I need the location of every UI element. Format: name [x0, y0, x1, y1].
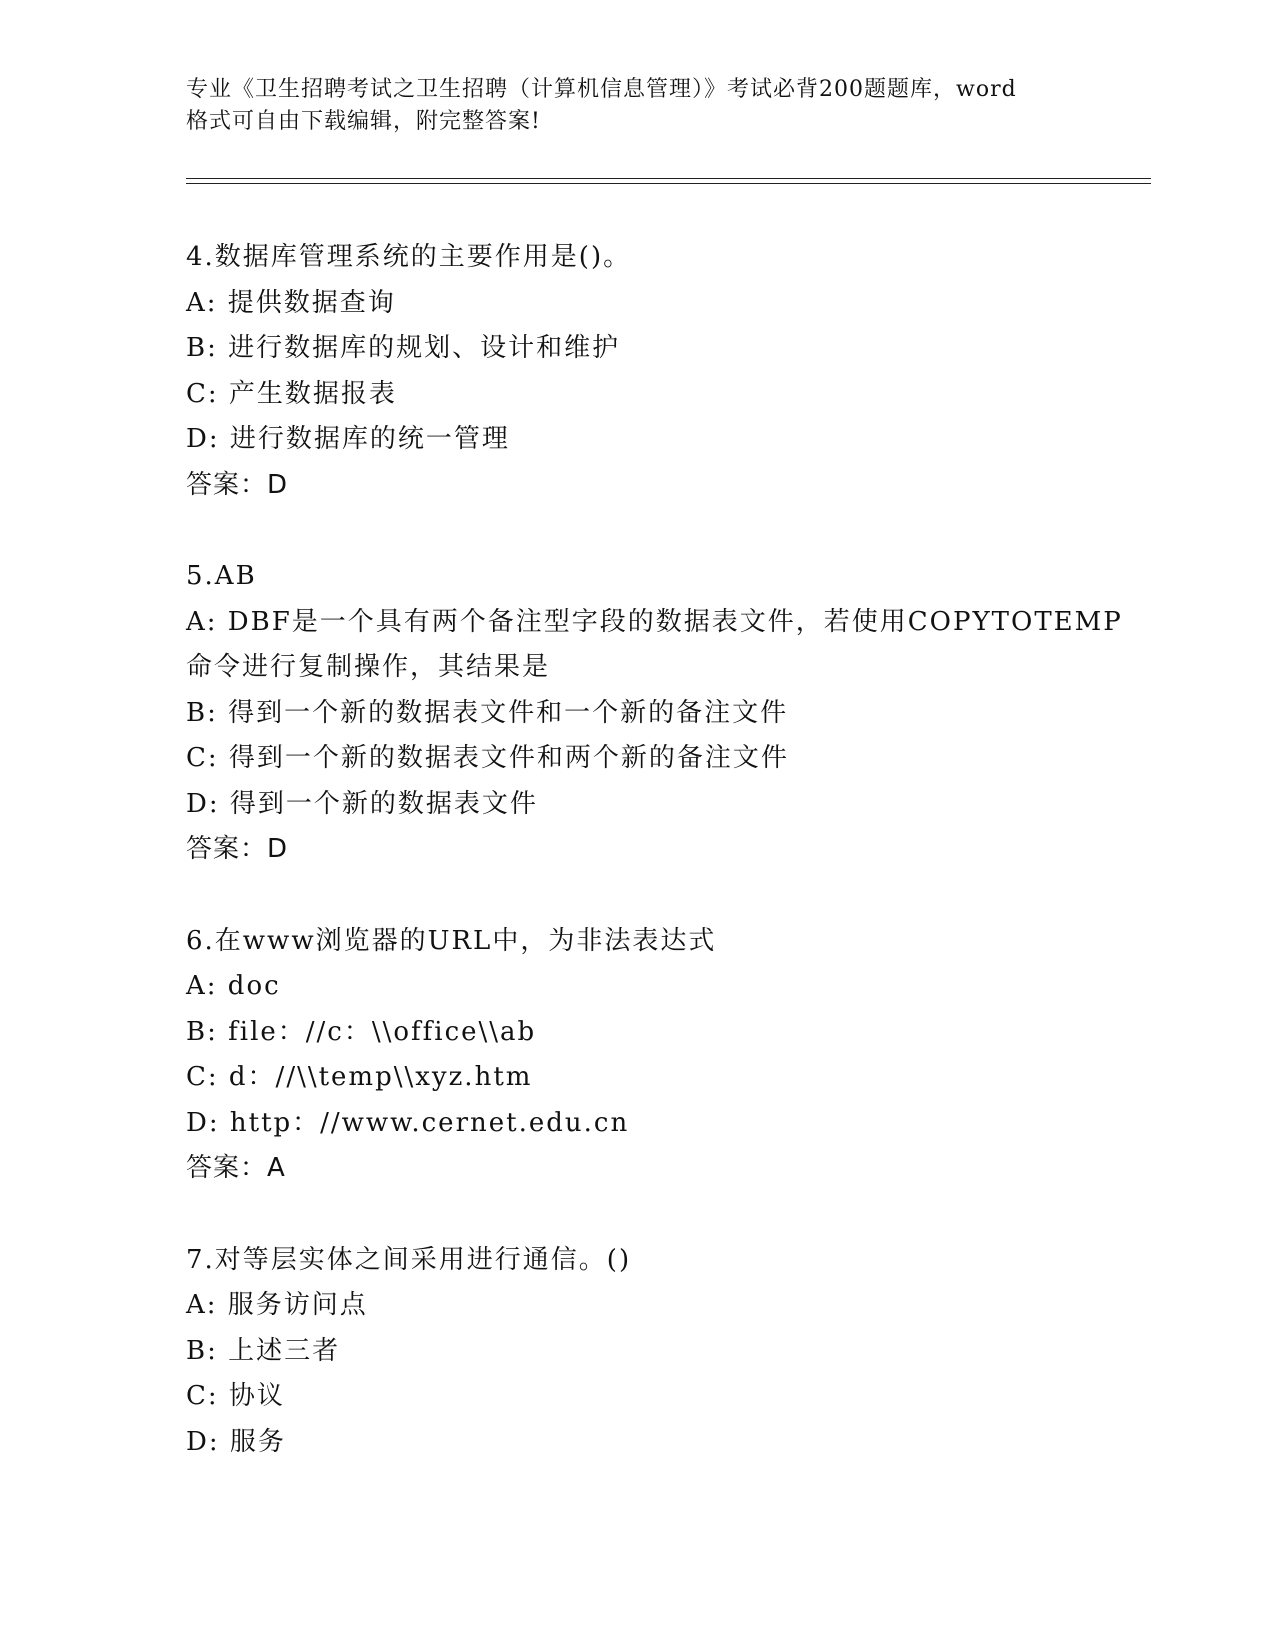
option-a: A: 提供数据查询	[186, 287, 396, 318]
question-4	[186, 235, 1146, 508]
question-5	[186, 554, 1146, 873]
question-6	[186, 919, 1146, 1192]
option-a: A: DBF是一个具有两个备注型字段的数据表文件，若使用COPYTOTEMP	[186, 606, 1123, 637]
option-b: B: 上述三者	[186, 1335, 341, 1366]
question-list	[186, 235, 1146, 1511]
option-b: B: file：//c：\\office\\ab	[186, 1016, 537, 1047]
header-divider-bottom	[186, 183, 1151, 184]
option-d: D: 服务	[186, 1426, 286, 1457]
option-c: C: 协议	[186, 1381, 285, 1411]
option-a: A: doc	[186, 971, 281, 1001]
option-d: D: 进行数据库的统一管理	[186, 424, 510, 454]
option-d: D: http：//www.cernet.edu.cn	[186, 1107, 630, 1138]
question-stem: 5.AB	[186, 561, 257, 591]
option-b: B: 得到一个新的数据表文件和一个新的备注文件	[186, 697, 789, 728]
answer-label: 答案：A	[186, 1153, 286, 1183]
question-7	[186, 1238, 1146, 1466]
answer-label: 答案：D	[186, 469, 289, 500]
option-c: C: d：//\\temp\\xyz.htm	[186, 1062, 533, 1092]
header-title-line-2: 格式可自由下载编辑，附完整答案!	[186, 109, 541, 134]
option-c: C: 产生数据报表	[186, 378, 397, 409]
document-header	[186, 74, 1086, 138]
option-a-continued: 命令进行复制操作，其结果是	[186, 652, 551, 682]
option-b: B: 进行数据库的规划、设计和维护	[186, 333, 621, 363]
question-stem: 4.数据库管理系统的主要作用是()。	[186, 242, 632, 272]
header-title-line-1: 专业《卫生招聘考试之卫生招聘（计算机信息管理）》考试必背200题题库，word	[186, 77, 1017, 102]
question-stem: 6.在www浏览器的URL中，为非法表达式	[186, 925, 717, 956]
option-d: D: 得到一个新的数据表文件	[186, 788, 538, 819]
option-c: C: 得到一个新的数据表文件和两个新的备注文件	[186, 743, 789, 773]
question-stem: 7.对等层实体之间采用进行通信。()	[186, 1244, 632, 1275]
answer-label: 答案：D	[186, 834, 289, 864]
option-a: A: 服务访问点	[186, 1290, 368, 1320]
header-divider-top	[186, 178, 1151, 179]
